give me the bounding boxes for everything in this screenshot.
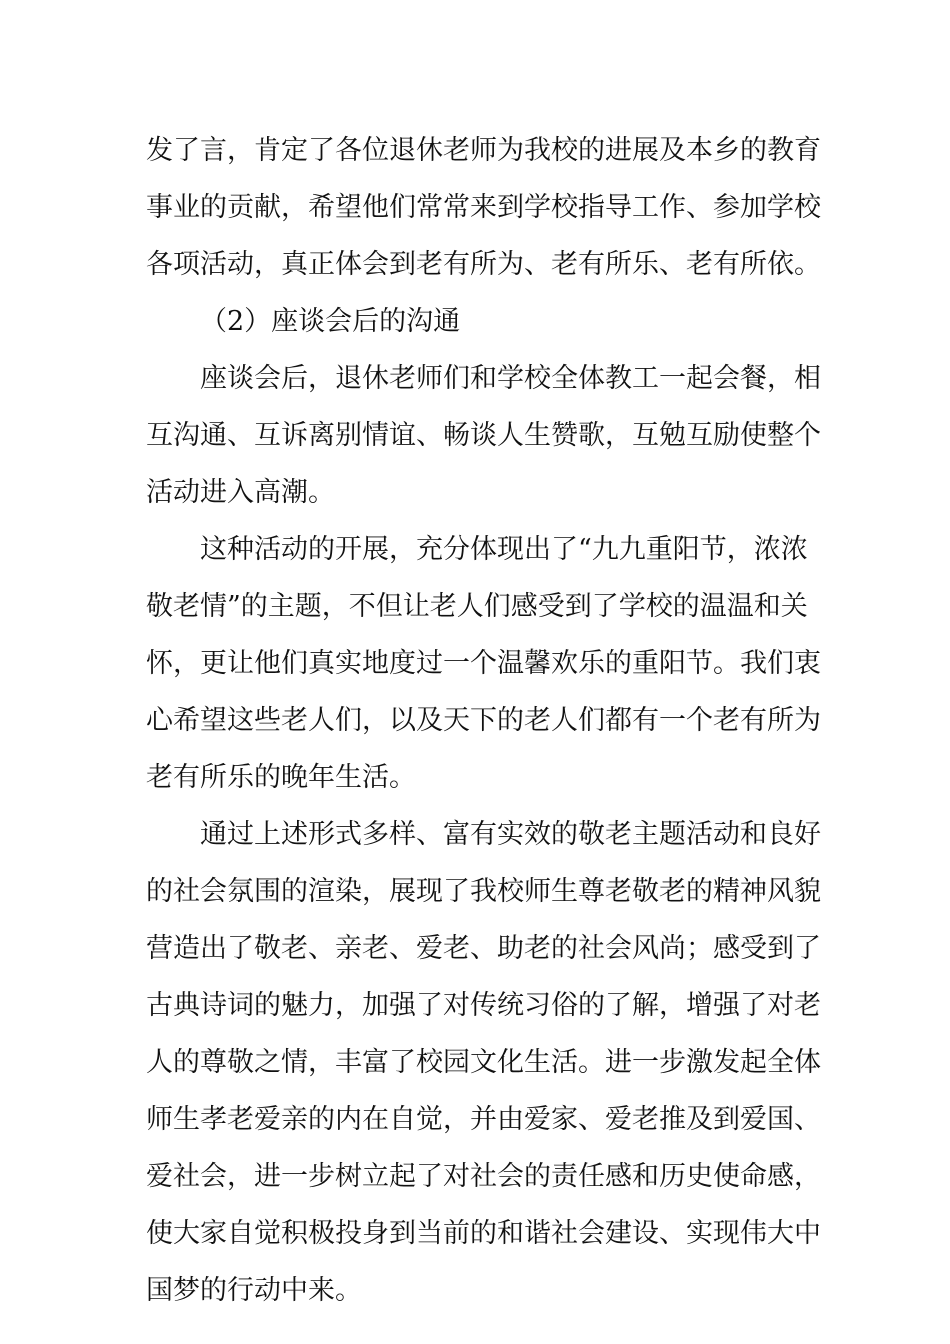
text-line: 的社会氛围的渲染，展现了我校师生尊老敬老的精神风貌 <box>146 876 821 907</box>
text-line: 师生孝老爱亲的内在自觉，并由爱家、爱老推及到爱国、 <box>146 1104 821 1135</box>
document-body <box>146 122 821 1319</box>
text-line: 营造出了敬老、亲老、爱老、助老的社会风尚；感受到了 <box>146 933 821 964</box>
text-line: 使大家自觉积极投身到当前的和谐社会建设、实现伟大中 <box>146 1218 821 1249</box>
text-line: 敬老情”的主题，不但让老人们感受到了学校的温温和关 <box>146 591 808 622</box>
text-line: 国梦的行动中来。 <box>146 1275 362 1306</box>
text-line: 发了言，肯定了各位退休老师为我校的进展及本乡的教育 <box>146 135 821 166</box>
section-heading: （2）座谈会后的沟通 <box>200 306 461 337</box>
text-line: 人的尊敬之情，丰富了校园文化生活。进一步激发起全体 <box>146 1047 821 1078</box>
text-line: 通过上述形式多样、富有实效的敬老主题活动和良好 <box>200 819 821 850</box>
text-line: 老有所乐的晚年生活。 <box>146 762 416 793</box>
text-line: 互沟通、互诉离别情谊、畅谈人生赞歌，互勉互励使整个 <box>146 420 821 451</box>
text-line: 各项活动，真正体会到老有所为、老有所乐、老有所依。 <box>146 249 821 280</box>
text-line: 怀，更让他们真实地度过一个温馨欢乐的重阳节。我们衷 <box>146 648 821 679</box>
text-line: 事业的贡献，希望他们常常来到学校指导工作、参加学校 <box>146 192 821 223</box>
text-line: 座谈会后，退休老师们和学校全体教工一起会餐，相 <box>200 363 821 394</box>
text-line: 心希望这些老人们，以及天下的老人们都有一个老有所为 <box>146 705 821 736</box>
text-line: 活动进入高潮。 <box>146 477 335 508</box>
text-line: 爱社会，进一步树立起了对社会的责任感和历史使命感， <box>146 1161 821 1192</box>
text-line: 古典诗词的魅力，加强了对传统习俗的了解，增强了对老 <box>146 990 821 1021</box>
text-line: 这种活动的开展，充分体现出了“九九重阳节，浓浓 <box>200 534 808 565</box>
